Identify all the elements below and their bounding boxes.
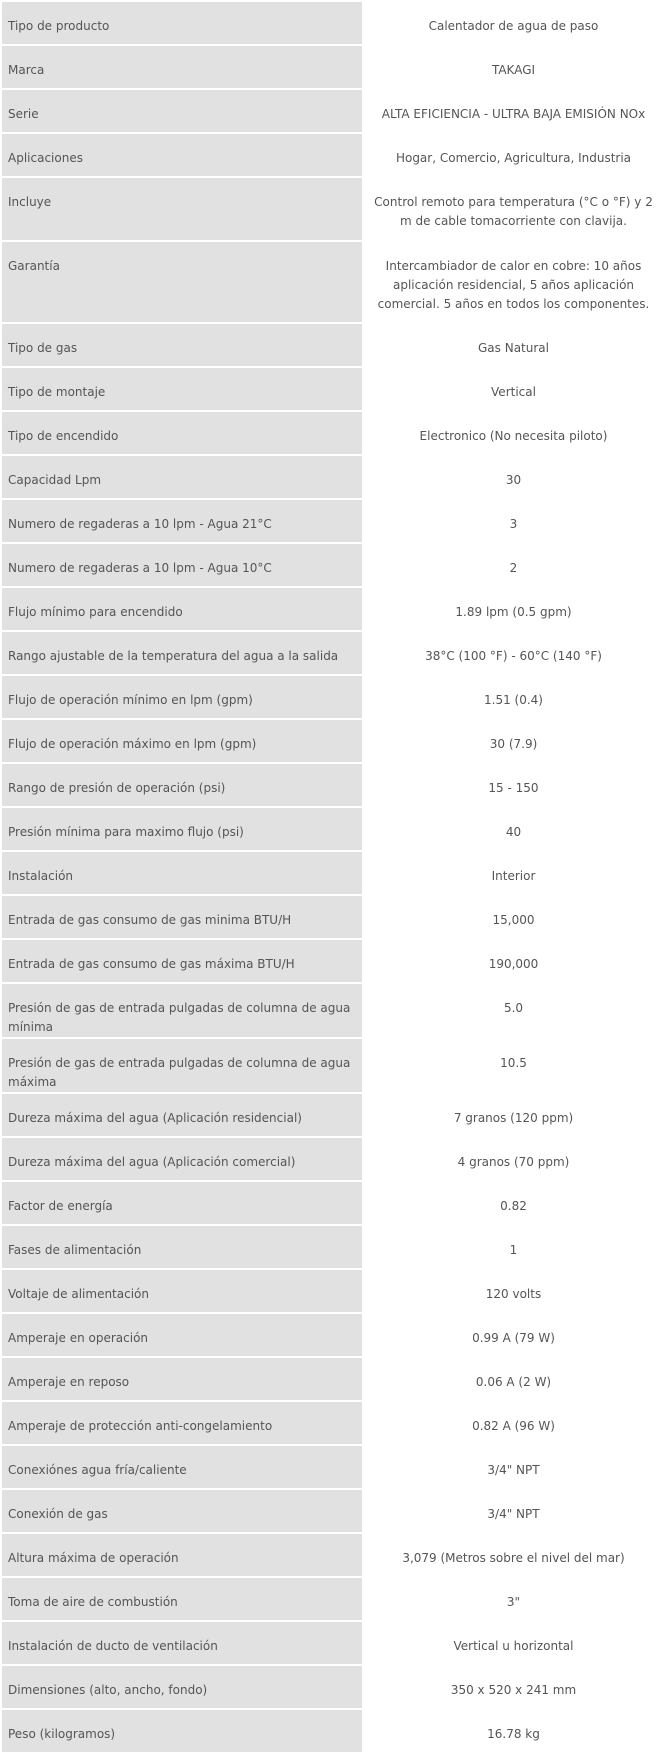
spec-row (2, 500, 663, 542)
spec-label-cell (2, 1666, 362, 1708)
spec-row (2, 1490, 663, 1532)
spec-label: Tipo de gas (8, 341, 78, 355)
spec-label-cell (2, 940, 362, 982)
spec-row (2, 1622, 663, 1664)
spec-value-cell (364, 1622, 663, 1664)
spec-label-cell (2, 632, 362, 674)
spec-value-cell (364, 1578, 663, 1620)
spec-row (2, 178, 663, 240)
spec-label-cell (2, 1358, 362, 1400)
spec-value: 3,079 (Metros sobre el nivel del mar) (402, 1551, 625, 1565)
spec-value-cell (364, 1270, 663, 1312)
spec-label-cell (2, 984, 362, 1037)
spec-value: Calentador de agua de paso (428, 19, 599, 33)
spec-row (2, 90, 663, 132)
spec-label-cell (2, 1094, 362, 1136)
spec-value: 30 (7.9) (489, 737, 538, 751)
spec-label-cell (2, 588, 362, 630)
spec-label: Entrada de gas consumo de gas máxima BTU/H (8, 957, 295, 971)
spec-value-cell (364, 1534, 663, 1576)
spec-value-cell (364, 242, 663, 322)
spec-row (2, 544, 663, 586)
spec-label: Amperaje en operación (8, 1331, 149, 1345)
spec-value-cell (364, 1446, 663, 1488)
spec-label: Dureza máxima del agua (Aplicación comercial) (8, 1155, 296, 1169)
spec-value: 0.06 A (2 W) (475, 1375, 552, 1389)
spec-row (2, 1094, 663, 1136)
spec-label: Flujo mínimo para encendido (8, 605, 183, 619)
spec-label: Serie (8, 107, 39, 121)
spec-label: Presión de gas de entrada pulgadas de columna de agua máxima (8, 1056, 351, 1089)
spec-value-cell (364, 1490, 663, 1532)
spec-label-cell (2, 412, 362, 454)
spec-label-cell (2, 544, 362, 586)
spec-row (2, 940, 663, 982)
spec-value-cell (364, 412, 663, 454)
spec-table-body (2, 2, 663, 1752)
spec-value: TAKAGI (491, 63, 536, 77)
spec-value: Hogar, Comercio, Agricultura, Industria (395, 151, 632, 165)
spec-label-cell (2, 1622, 362, 1664)
spec-value: Intercambiador de calor en cobre: 10 años aplicación residencial, 5 años aplicación comercial. 5 años en todos los componentes. (377, 259, 650, 311)
spec-value-cell (364, 1039, 663, 1092)
spec-row (2, 242, 663, 322)
spec-row (2, 720, 663, 762)
spec-label: Toma de aire de combustión (8, 1595, 178, 1609)
spec-value-cell (364, 1710, 663, 1752)
spec-label: Altura máxima de operación (8, 1551, 179, 1565)
spec-value-cell (364, 2, 663, 44)
spec-label-cell (2, 134, 362, 176)
spec-value: 38°C (100 °F) - 60°C (140 °F) (425, 649, 602, 663)
spec-label: Voltaje de alimentación (8, 1287, 149, 1301)
spec-value-cell (364, 632, 663, 674)
spec-label-cell (2, 1490, 362, 1532)
spec-label-cell (2, 1270, 362, 1312)
spec-value: 5.0 (503, 1001, 524, 1015)
spec-label-cell (2, 852, 362, 894)
spec-label: Marca (8, 63, 45, 77)
spec-label: Factor de energía (8, 1199, 113, 1213)
spec-label: Amperaje en reposo (8, 1375, 130, 1389)
spec-value: 0.99 A (79 W) (472, 1331, 555, 1345)
spec-label-cell (2, 764, 362, 806)
spec-value: 10.5 (500, 1056, 527, 1070)
spec-value-cell (364, 984, 663, 1037)
spec-label-cell (2, 1402, 362, 1444)
spec-label: Flujo de operación máximo en lpm (gpm) (8, 737, 257, 751)
spec-row (2, 1666, 663, 1708)
spec-row (2, 324, 663, 366)
spec-value: ALTA EFICIENCIA - ULTRA BAJA EMISIÓN NOx (381, 107, 646, 121)
spec-label: Tipo de montaje (8, 385, 106, 399)
spec-label-cell (2, 500, 362, 542)
spec-label-cell (2, 676, 362, 718)
spec-label-cell (2, 1314, 362, 1356)
spec-label-cell (2, 90, 362, 132)
spec-label-cell (2, 178, 362, 240)
spec-value-cell (364, 1666, 663, 1708)
spec-value-cell (364, 134, 663, 176)
spec-value: Electronico (No necesita piloto) (419, 429, 608, 443)
spec-value: 3/4" NPT (487, 1463, 540, 1477)
spec-value-cell (364, 46, 663, 88)
spec-label-cell (2, 1182, 362, 1224)
spec-row (2, 984, 663, 1037)
spec-value: 7 granos (120 ppm) (453, 1111, 574, 1125)
spec-label: Garantía (8, 259, 60, 273)
spec-row (2, 1358, 663, 1400)
spec-value-cell (364, 456, 663, 498)
spec-label: Tipo de encendido (8, 429, 119, 443)
spec-value: 120 volts (485, 1287, 542, 1301)
spec-value-cell (364, 1402, 663, 1444)
spec-row (2, 134, 663, 176)
spec-label: Peso (kilogramos) (8, 1727, 116, 1741)
spec-label: Rango de presión de operación (psi) (8, 781, 226, 795)
spec-label: Entrada de gas consumo de gas minima BTU/H (8, 913, 292, 927)
spec-value: 40 (505, 825, 522, 839)
spec-label-cell (2, 242, 362, 322)
spec-value-cell (364, 1182, 663, 1224)
spec-label-cell (2, 456, 362, 498)
spec-value-cell (364, 1358, 663, 1400)
spec-row (2, 1314, 663, 1356)
spec-value: 30 (505, 473, 522, 487)
spec-row (2, 896, 663, 938)
spec-row (2, 588, 663, 630)
spec-value-cell (364, 178, 663, 240)
spec-value-cell (364, 852, 663, 894)
spec-value: 350 x 520 x 241 mm (450, 1683, 577, 1697)
spec-row (2, 1534, 663, 1576)
spec-label: Numero de regaderas a 10 lpm - Agua 10°C (8, 561, 272, 575)
spec-label: Presión de gas de entrada pulgadas de columna de agua mínima (8, 1001, 351, 1034)
spec-row (2, 764, 663, 806)
spec-label-cell (2, 1138, 362, 1180)
spec-label: Instalación de ducto de ventilación (8, 1639, 218, 1653)
spec-label: Numero de regaderas a 10 lpm - Agua 21°C (8, 517, 272, 531)
spec-label-cell (2, 808, 362, 850)
spec-value-cell (364, 500, 663, 542)
spec-value-cell (364, 1094, 663, 1136)
spec-value-cell (364, 368, 663, 410)
spec-label: Tipo de producto (8, 19, 110, 33)
spec-value: 3/4" NPT (487, 1507, 540, 1521)
spec-label: Incluye (8, 195, 52, 209)
spec-row (2, 852, 663, 894)
spec-row (2, 456, 663, 498)
spec-value: 4 granos (70 ppm) (457, 1155, 570, 1169)
spec-value-cell (364, 764, 663, 806)
spec-row (2, 1270, 663, 1312)
spec-row (2, 1446, 663, 1488)
spec-row (2, 1402, 663, 1444)
spec-row (2, 808, 663, 850)
spec-label: Conexiónes agua fría/caliente (8, 1463, 187, 1477)
spec-value: 190,000 (488, 957, 539, 971)
spec-value-cell (364, 324, 663, 366)
spec-row (2, 1182, 663, 1224)
spec-value-cell (364, 90, 663, 132)
spec-row (2, 46, 663, 88)
spec-value: Interior (491, 869, 536, 883)
spec-value: 1.89 lpm (0.5 gpm) (455, 605, 572, 619)
spec-value: 15 - 150 (488, 781, 539, 795)
spec-row (2, 368, 663, 410)
spec-label-cell (2, 1039, 362, 1092)
spec-value-cell (364, 1226, 663, 1268)
spec-row (2, 412, 663, 454)
spec-label-cell (2, 324, 362, 366)
spec-row (2, 2, 663, 44)
spec-label-cell (2, 1710, 362, 1752)
spec-label-cell (2, 2, 362, 44)
spec-label: Fases de alimentación (8, 1243, 142, 1257)
spec-value: 0.82 (500, 1199, 527, 1213)
spec-row (2, 1578, 663, 1620)
spec-value: 1 (509, 1243, 518, 1257)
spec-row (2, 1039, 663, 1092)
spec-label-cell (2, 1534, 362, 1576)
spec-row (2, 1138, 663, 1180)
spec-row (2, 1226, 663, 1268)
spec-value: 16.78 kg (487, 1727, 540, 1741)
spec-value-cell (364, 544, 663, 586)
spec-label: Dimensiones (alto, ancho, fondo) (8, 1683, 208, 1697)
spec-label: Aplicaciones (8, 151, 83, 165)
spec-value: 3" (506, 1595, 521, 1609)
spec-label: Capacidad Lpm (8, 473, 102, 487)
spec-label-cell (2, 720, 362, 762)
spec-label-cell (2, 1578, 362, 1620)
spec-label: Conexión de gas (8, 1507, 108, 1521)
spec-label: Rango ajustable de la temperatura del agua a la salida (8, 649, 339, 663)
spec-row (2, 632, 663, 674)
spec-label: Presión mínima para maximo flujo (psi) (8, 825, 244, 839)
spec-row (2, 1710, 663, 1752)
spec-label: Flujo de operación mínimo en lpm (gpm) (8, 693, 253, 707)
spec-value: Vertical (491, 385, 536, 399)
spec-label: Dureza máxima del agua (Aplicación residencial) (8, 1111, 302, 1125)
spec-label-cell (2, 368, 362, 410)
spec-value: 1.51 (0.4) (484, 693, 543, 707)
spec-value: 15,000 (492, 913, 535, 927)
spec-label-cell (2, 1446, 362, 1488)
spec-value: Control remoto para temperatura (°C o °F) y 2 m de cable tomacorriente con clavija. (374, 195, 653, 228)
spec-value: Gas Natural (478, 341, 549, 355)
spec-label-cell (2, 1226, 362, 1268)
spec-value-cell (364, 896, 663, 938)
spec-label-cell (2, 896, 362, 938)
spec-value: 3 (509, 517, 518, 531)
spec-value: 2 (509, 561, 518, 575)
spec-value-cell (364, 588, 663, 630)
spec-label: Amperaje de protección anti-congelamiento (8, 1419, 273, 1433)
spec-value-cell (364, 940, 663, 982)
spec-value-cell (364, 1314, 663, 1356)
spec-label: Instalación (8, 869, 74, 883)
spec-label-cell (2, 46, 362, 88)
spec-value-cell (364, 808, 663, 850)
spec-value-cell (364, 720, 663, 762)
spec-row (2, 676, 663, 718)
spec-value: Vertical u horizontal (453, 1639, 574, 1653)
spec-value-cell (364, 1138, 663, 1180)
spec-value-cell (364, 676, 663, 718)
spec-value: 0.82 A (96 W) (472, 1419, 555, 1433)
